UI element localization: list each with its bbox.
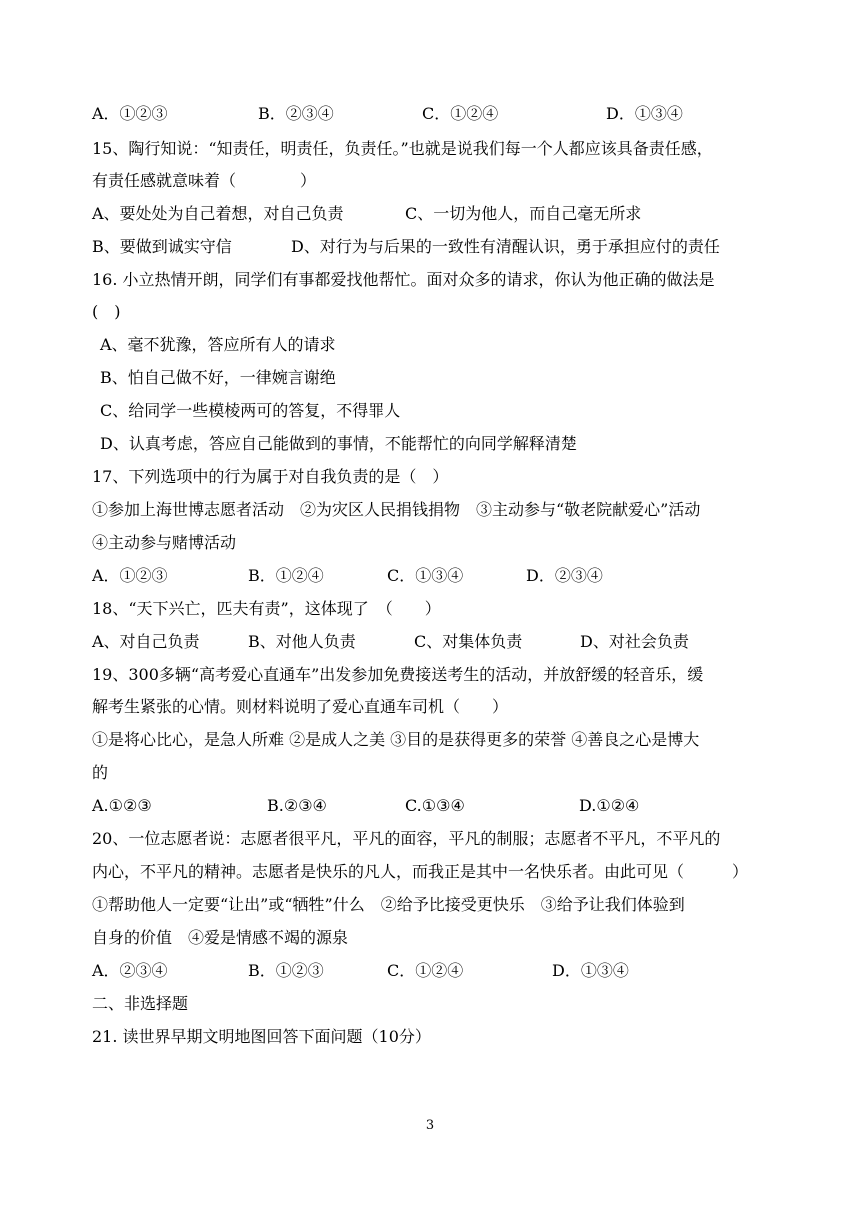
- q16-stem-line2: ( ): [92, 302, 121, 321]
- q14-option-a: A．①②③: [92, 104, 168, 123]
- q19-option-c: C.①③④: [405, 796, 465, 815]
- q16-option-c: C、给同学一些模棱两可的答复，不得罪人: [100, 401, 401, 420]
- q19-items-line2: 的: [92, 763, 109, 782]
- q14-option-b: B．②③④: [258, 104, 334, 123]
- q21-stem: 21. 读世界早期文明地图回答下面问题（10分）: [92, 1027, 431, 1046]
- q18-option-b: B、对他人负责: [248, 632, 356, 651]
- q19-option-a: A.①②③: [92, 796, 152, 815]
- q16-option-a: A、毫不犹豫，答应所有人的请求: [100, 335, 336, 354]
- page-number: 3: [425, 1118, 435, 1133]
- q19-option-d: D.①②④: [579, 796, 640, 815]
- q20-stem-line2: 内心，不平凡的精神。志愿者是快乐的凡人，而我正是其中一名快乐者。由此可见（ ）: [92, 862, 749, 881]
- q20-items-line2: 自身的价值 ④爱是情感不竭的源泉: [92, 928, 349, 947]
- q16-option-d: D、认真考虑，答应自己能做到的事情，不能帮忙的向同学解释清楚: [100, 434, 577, 453]
- q15-option-b: B、要做到诚实守信: [92, 237, 232, 256]
- q20-option-c: C．①②④: [387, 961, 464, 980]
- q17-stem: 17、下列选项中的行为属于对自我负责的是（ ）: [92, 467, 449, 486]
- q17-items-line2: ④主动参与赌博活动: [92, 533, 237, 552]
- q15-stem-line2: 有责任感就意味着（ ）: [92, 171, 317, 190]
- q14-option-d: D．①③④: [606, 104, 683, 123]
- q18-option-d: D、对社会负责: [580, 632, 689, 651]
- q20-items-line1: ①帮助他人一定要“让出”或“牺牲”什么 ②给予比接受更快乐 ③给予让我们体验到: [92, 895, 685, 914]
- q17-option-a: A．①②③: [92, 566, 168, 585]
- q20-option-d: D．①③④: [552, 961, 629, 980]
- q16-stem-line1: 16. 小立热情开朗，同学们有事都爱找他帮忙。面对众多的请求，你认为他正确的做法是: [92, 270, 715, 289]
- q18-option-c: C、对集体负责: [414, 632, 523, 651]
- q17-option-c: C．①③④: [387, 566, 464, 585]
- q15-stem-line1: 15、陶行知说：“知责任，明责任，负责任。”也就是说我们每一个人都应该具备责任感，: [92, 139, 713, 158]
- section-title: 二、非选择题: [92, 994, 189, 1013]
- q17-option-b: B．①②④: [248, 566, 324, 585]
- q17-option-d: D．②③④: [526, 566, 603, 585]
- q20-option-a: A．②③④: [92, 961, 168, 980]
- q15-option-c: C、一切为他人，而自己毫无所求: [405, 204, 642, 223]
- q14-option-c: C．①②④: [422, 104, 499, 123]
- q16-option-b: B、怕自己做不好，一律婉言谢绝: [100, 368, 336, 387]
- q19-option-b: B.②③④: [267, 796, 327, 815]
- q20-option-b: B．①②③: [248, 961, 324, 980]
- q20-stem-line1: 20、一位志愿者说：志愿者很平凡，平凡的面容，平凡的制服；志愿者不平凡，不平凡的: [92, 829, 721, 848]
- q19-items-line1: ①是将心比心，是急人所难 ②是成人之美 ③目的是获得更多的荣誉 ④善良之心是博大: [92, 730, 700, 749]
- q15-option-d: D、对行为与后果的一致性有清醒认识，勇于承担应付的责任: [291, 237, 720, 256]
- q18-stem: 18、“天下兴亡，匹夫有责”，这体现了 （ ）: [92, 599, 441, 618]
- q19-stem-line1: 19、300多辆“高考爱心直通车”出发参加免费接送考生的活动，并放舒缓的轻音乐，缓: [92, 665, 704, 684]
- q19-stem-line2: 解考生紧张的心情。则材料说明了爱心直通车司机（ ）: [92, 697, 509, 716]
- q18-option-a: A、对自己负责: [92, 632, 200, 651]
- q17-items-line1: ①参加上海世博志愿者活动 ②为灾区人民捐钱捐物 ③主动参与“敬老院献爱心”活动: [92, 500, 701, 519]
- q15-option-a: A、要处处为自己着想，对自己负责: [92, 204, 344, 223]
